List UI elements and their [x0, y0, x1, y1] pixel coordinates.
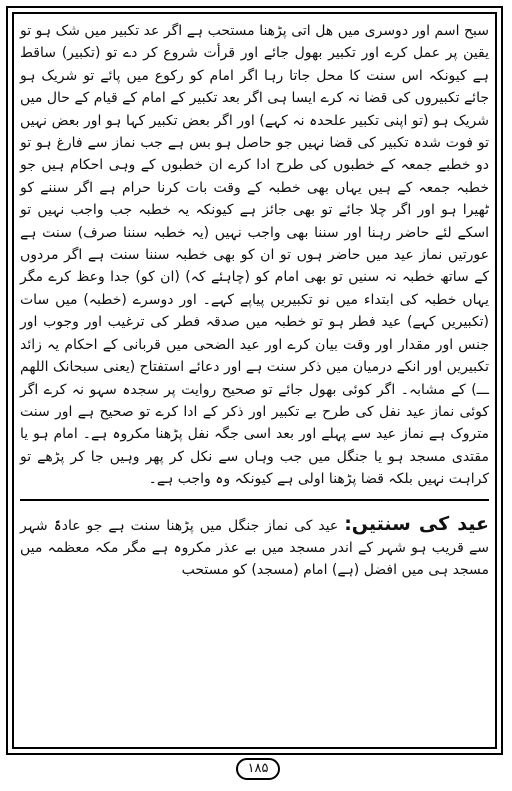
section-text: عید کی نماز جنگل میں پڑھنا سنت ہے جو عادۃً شہر سے قریب ہو شہر کے اندر مسجد میں بے عذر مکروہ ہے مگر مکہ معظمہ میں مسجد ہی میں افضل (ہے) امام (مسجد) کو مستحب: [20, 517, 489, 579]
page-content: [20, 20, 489, 740]
page-number: ۱۸۵: [236, 758, 280, 780]
section-paragraph: [20, 513, 489, 582]
body-paragraph: سبح اسم اور دوسری میں ھل اتی پڑھنا مستحب ہے اگر عد تکبیر میں شک ہو تو یقین پر عمل کرے اور تکبیر بھول جائے اور قرأت شروع کر دے تو (تکبیر) ساقط ہے کیونکہ اس سنت کا محل جاتا رہا اگر امام کو رکوع میں پائے تو شریک ہو جائے تکبیروں کی قضا نہ کرے ایسا ہی اگر بعد تکبیر کے امام کے قیام کے حال میں شریک ہو (تو اپنی تکبیر علحدہ نہ کہے) اور اگر بعض تکبیر کہا ہو اور بعض نہیں تو فوت شدہ تکبیر کی قضا نہیں جو حاصل ہو بس ہے جب نماز سے فارغ ہو تو دو خطبے جمعہ کے خطبوں کی طرح ادا کرے ان خطبوں کے وہی احکام ہیں جو خطبہ جمعہ کے ہیں یہاں بھی خطبہ کے وقت بات کرنا حرام ہے اگر سننے کو ٹھیرا ہو اور اگر چلا جائے تو بھی جائز ہے کیونکہ یہ خطبہ جب واجب نہیں تو اسکے لئے حاضر رہنا اور سننا بھی واجب نہیں (یہ خطبہ سننا صرف) سنت ہے عورتیں نماز عید میں حاضر ہوں تو ان کو بھی خطبہ سننا سنت ہے اگر مردوں کے ساتھ خطبہ نہ سنیں تو بھی امام کو (چاہئے کہ) (ان کو) جدا وعظ کرے مگر یہاں خطبہ کی ابتداء میں نو تکبیریں پیاپے کہے۔ اور دوسرے (خطبہ) میں سات (تکبیریں کہے) عید فطر ہو تو خطبہ میں صدقہ فطر کی ترغیب اور وجوب اور جنس اور مقدار اور وقت بیان کرے اور عید الضحی میں قربانی کے احکام یہ زائد تکبیریں اور انکے درمیان میں ذکر سنت ہے اور دعائے استفتاح (یعنی سبحانک اللھم ـــ) کے مشابہ۔ اگر کوئی بھول جائے تو صحیح روایت پر سجدہ سہو نہ کرے اگر کوئی نماز عید نفل کی طرح بے تکبیر اور ذکر کے ادا کرے تو صحیح ہے اور سنت متروک ہے نماز عید سے پہلے اور بعد اسی جگہ نفل پڑھنا مکروہ ہے۔ امام ہو یا مقتدی مسجد ہو یا جنگل میں جب وہاں سے نکل کر پھر وہیں جا کر پڑھے تو کراہت نہیں بلکہ قضا پڑھنا اولی ہے کیونکہ وہ واجب ہے۔: [20, 23, 489, 488]
section-divider: [20, 499, 489, 501]
section-heading: عید کی سنتیں:: [344, 512, 489, 535]
